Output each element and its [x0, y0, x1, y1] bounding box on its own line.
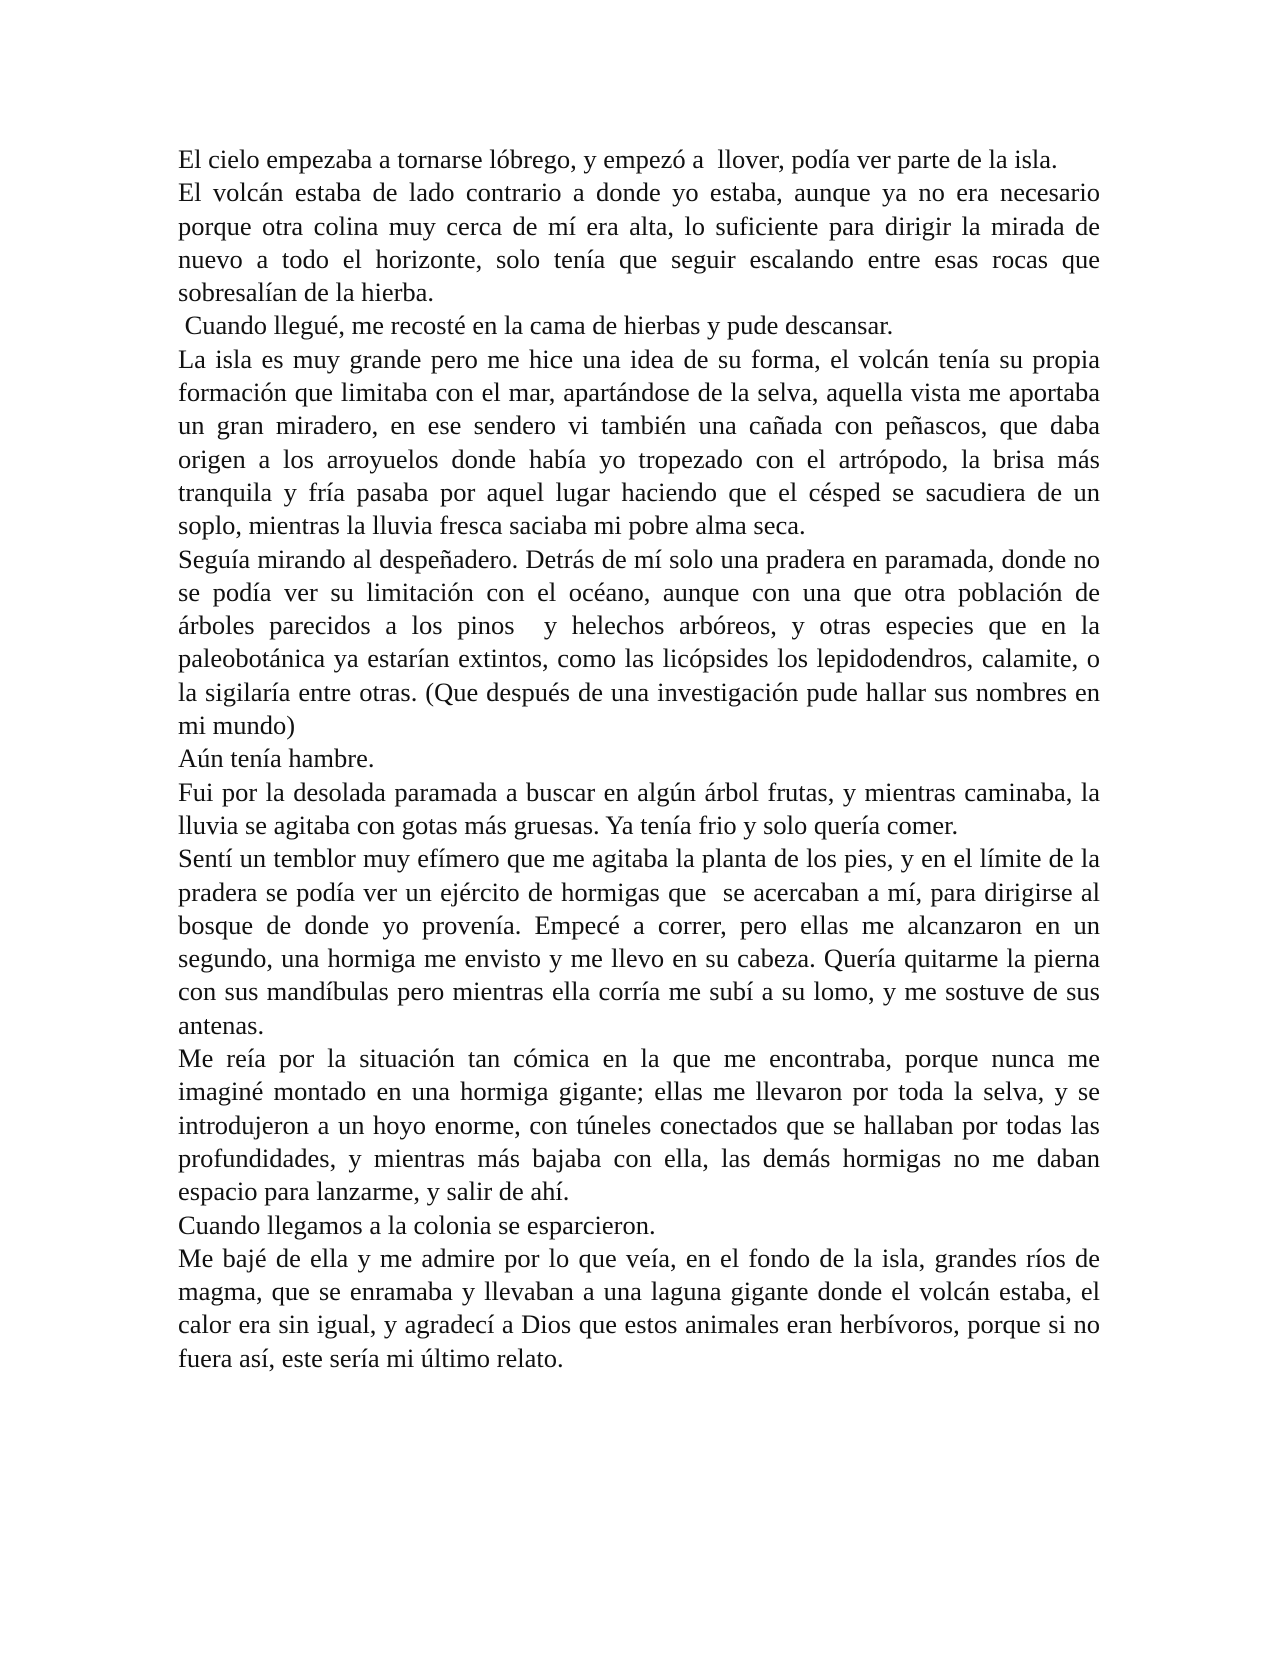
- paragraph-7: Fui por la desolada paramada a buscar en algún árbol frutas, y mientras caminaba, la lluvia se agitaba con gotas más gruesas. Ya tenía frio y solo quería comer.: [178, 776, 1107, 840]
- paragraph-5: Seguía mirando al despeñadero. Detrás de mí solo una pradera en paramada, donde no se podía ver su limitación con el océano, aunque con una que otra población de árboles parecidos a los pinos y helechos arbóreos, y otras especies que en la paleobotánica ya estarían extintos, como las licópsides los lepidodendros, calamite, o la sigilaría entre otras. (Que después de una investigación pude hallar sus nombres en mi mundo): [178, 543, 1107, 741]
- paragraph-3: Cuando llegué, me recosté en la cama de hierbas y pude descansar.: [178, 310, 894, 341]
- paragraph-10: Cuando llegamos a la colonia se esparcieron.: [178, 1209, 656, 1240]
- document-page: [178, 143, 1107, 1375]
- paragraph-6: Aún tenía hambre.: [178, 743, 375, 774]
- paragraph-11: Me bajé de ella y me admire por lo que veía, en el fondo de la isla, grandes ríos de magma, que se enramaba y llevaban a una laguna gigante donde el volcán estaba, el calor era sin igual, y agradecí a Dios que estos animales eran herbívoros, porque si no fuera así, este sería mi último relato.: [178, 1242, 1107, 1373]
- paragraph-4: La isla es muy grande pero me hice una idea de su forma, el volcán tenía su propia formación que limitaba con el mar, apartándose de la selva, aquella vista me aportaba un gran miradero, en ese sendero vi también una cañada con peñascos, que daba origen a los arroyuelos donde había yo tropezado con el artrópodo, la brisa más tranquila y fría pasaba por aquel lugar haciendo que el césped se sacudiera de un soplo, mientras la lluvia fresca saciaba mi pobre alma seca.: [178, 343, 1107, 541]
- paragraph-9: Me reía por la situación tan cómica en la que me encontraba, porque nunca me imaginé montado en una hormiga gigante; ellas me llevaron por toda la selva, y se introdujeron a un hoyo enorme, con túneles conectados que se hallaban por todas las profundidades, y mientras más bajaba con ella, las demás hormigas no me daban espacio para lanzarme, y salir de ahí.: [178, 1043, 1107, 1207]
- paragraph-8: Sentí un temblor muy efímero que me agitaba la planta de los pies, y en el límite de la pradera se podía ver un ejército de hormigas que se acercaban a mí, para dirigirse al bosque de donde yo provenía. Empecé a correr, pero ellas me alcanzaron en un segundo, una hormiga me envisto y me llevo en su cabeza. Quería quitarme la pierna con sus mandíbulas pero mientras ella corría me subí a su lomo, y me sostuve de sus antenas.: [178, 843, 1107, 1040]
- paragraph-2: El volcán estaba de lado contrario a donde yo estaba, aunque ya no era necesario porque otra colina muy cerca de mí era alta, lo suficiente para dirigir la mirada de nuevo a todo el horizonte, solo tenía que seguir escalando entre esas rocas que sobresalían de la hierba.: [178, 177, 1107, 308]
- paragraph-1: El cielo empezaba a tornarse lóbrego, y empezó a llover, podía ver parte de la isla.: [178, 144, 1058, 174]
